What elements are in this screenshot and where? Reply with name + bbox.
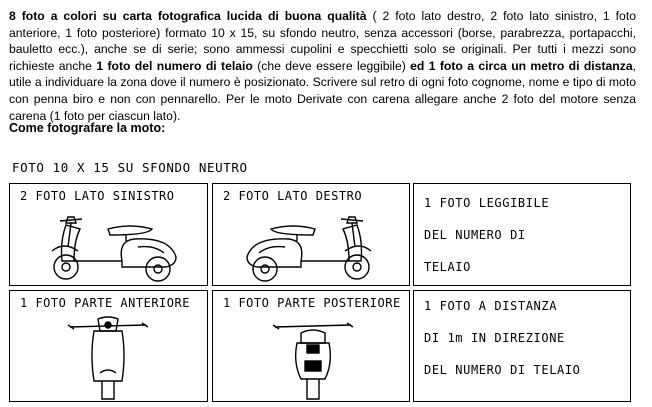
figure-caption: FOTO 10 X 15 SU SFONDO NEUTRO — [12, 160, 248, 175]
front-photo-box — [9, 290, 208, 402]
rear-photo-box — [212, 290, 410, 402]
distance-photo-line-1: 1 FOTO A DISTANZA — [424, 299, 558, 313]
photo-count-text: 8 foto a colori su carta fotografica lucida di buona qualità — [9, 9, 367, 23]
distance-photo-line-3: DEL NUMERO DI TELAIO — [424, 363, 581, 377]
distance-photo-line-2: DI 1m IN DIREZIONE — [424, 331, 565, 345]
distance-photo-box — [413, 290, 631, 402]
rear-photo-label: 1 FOTO PARTE POSTERIORE — [223, 296, 401, 310]
scooter-front-drawing — [58, 315, 158, 401]
front-photo-label: 1 FOTO PARTE ANTERIORE — [20, 296, 190, 310]
right-side-photo-box — [212, 183, 410, 286]
frame-number-line-3: TELAIO — [424, 260, 471, 274]
right-side-photo-label: 2 FOTO LATO DESTRO — [223, 189, 363, 203]
left-side-photo-label: 2 FOTO LATO SINISTRO — [20, 189, 175, 203]
scooter-rear-drawing — [263, 315, 363, 401]
readable-note-text: (che deve essere leggibile) — [252, 58, 411, 73]
distance-photo-text: ed 1 foto a circa un metro di distanza — [410, 58, 633, 73]
scooter-right-side-drawing — [233, 211, 393, 283]
instructions-paragraph — [9, 8, 636, 124]
remaining-instructions-text: , utile a individuare la zona dove il numero è posizionato. Scrivere sul retro di ogni foto cognome, nome e tipo di moto con penna biro e non con pennarello. Per le moto Derivate con carena allegare anche 2 foto del motore senza carena (1 foto per ciascun lato). — [9, 58, 636, 123]
left-side-photo-box — [9, 183, 208, 286]
scooter-left-side-drawing — [30, 211, 190, 283]
frame-number-line-2: DEL NUMERO DI — [424, 228, 526, 242]
how-to-photograph-heading: Come fotografare la moto: — [9, 121, 166, 135]
photo-details-text: ( 2 foto lato destro, 2 foto lato sinistro, 1 foto anteriore, 1 foto posteriore) formato 10 x 15, su sfondo neutro, senza accessori (borse, parabrezza, portapacchi, bauletto ecc.), anche se di serie; sono ammessi cupolini e specchietti solo se originali. Per tutti i mezzi sono richieste anche — [9, 9, 636, 73]
frame-number-photo-box — [413, 183, 631, 286]
frame-number-line-1: 1 FOTO LEGGIBILE — [424, 196, 550, 210]
frame-number-photo-text: 1 foto del numero di telaio — [96, 58, 253, 73]
